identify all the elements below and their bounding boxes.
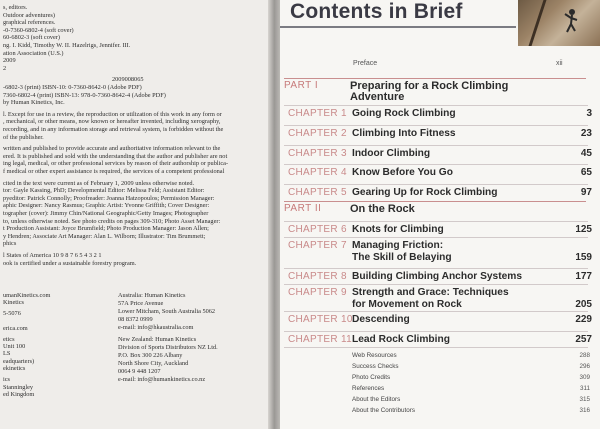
chapter-label: CHAPTER 11 [288, 334, 352, 345]
copyright-line: 60-6802-3 (soft cover) [3, 34, 61, 42]
chapter-page: 65 [580, 167, 592, 178]
address-line: 0064 9 448 1207 [118, 368, 161, 375]
chapter-page: 177 [575, 271, 592, 282]
copyright-line: 2009 [3, 57, 16, 65]
copyright-page [0, 0, 272, 429]
chapter-page: 23 [580, 128, 592, 139]
back-matter-page: 315 [579, 396, 590, 403]
chapter-label: CHAPTER 1 [288, 108, 347, 119]
copyright-line: 7360-6802-4 (print) ISBN-13: 978-0-7360-8642-4 (Adobe PDF) [3, 91, 166, 99]
rock-climbing-photo [518, 0, 600, 46]
copyright-line: of the publisher. [3, 133, 44, 141]
chapter-label: CHAPTER 8 [288, 271, 347, 282]
copyright-line: written and published to provide accurate and authoritative information relevant to the [3, 145, 221, 153]
chapter-rule [284, 347, 588, 348]
part-label: PART II [284, 203, 322, 214]
chapter-page: 257 [575, 334, 592, 345]
copyright-line: l States of America 10 9 8 7 6 5 4 3 2 1 [3, 252, 102, 259]
chapter-rule [284, 145, 588, 146]
part-rule [284, 78, 586, 79]
chapter-rule [284, 311, 588, 312]
part-label: PART I [284, 80, 319, 91]
copyright-line: l. Except for use in a review, the reproduction or utilization of this work in any form or [3, 110, 222, 118]
address-line: North Shore City, Auckland [118, 360, 189, 367]
address-line: erica.com [3, 324, 28, 332]
chapter-page: 97 [580, 187, 592, 198]
address-line: ics [3, 376, 10, 384]
copyright-line: ook is certified under a sustainable forestry program. [3, 259, 137, 267]
copyright-line: phics [3, 240, 17, 248]
chapter-title[interactable]: Lead Rock Climbing [352, 334, 450, 345]
chapter-rule [284, 105, 588, 106]
address-line: 57A Price Avenue [118, 300, 164, 307]
address-line: P.O. Box 300 226 Albany [118, 352, 183, 359]
chapter-page: 3 [586, 108, 592, 119]
chapter-title[interactable]: Know Before You Go [352, 167, 453, 178]
copyright-line: by Human Kinetics, Inc. [3, 99, 65, 107]
copyright-line: , mechanical, or other means, now known or hereafter invented, including xerography, [3, 118, 221, 126]
copyright-line: -0-7360-6802-4 (soft cover) [3, 26, 74, 34]
chapter-rule [284, 331, 588, 332]
copyright-line: aphic Designer: Nancy Rasmus; Graphic Artist: Yvonne Griffith; Cover Designer: [3, 202, 210, 210]
chapter-rule [284, 164, 588, 165]
back-matter-page: 316 [579, 407, 590, 414]
chapter-label: CHAPTER 4 [288, 167, 347, 178]
copyright-line: Outdoor adventures) [3, 11, 55, 19]
chapter-title[interactable]: Going Rock Climbing [352, 108, 456, 119]
address-line: umanKinetics.com [3, 292, 51, 299]
back-matter-title[interactable]: Photo Credits [352, 374, 391, 381]
chapter-label: CHAPTER 3 [288, 148, 347, 159]
preface-page: xii [556, 60, 563, 67]
address-line: e-mail: info@hkaustralia.com [118, 324, 194, 331]
chapter-label: CHAPTER 6 [288, 224, 347, 235]
chapter-rule [284, 184, 588, 185]
chapter-title[interactable]: Descending [352, 314, 410, 325]
chapter-rule [284, 284, 588, 285]
chapter-page: 159 [575, 252, 592, 263]
part-title[interactable]: On the Rock [350, 203, 415, 215]
copyright-line: to, unless otherwise noted. See photo credits on pages 309-310; Photo Asset Manager: [3, 217, 221, 225]
copyright-line: ing legal, medical, or other professional services by reason of their authorship or publica- [3, 160, 229, 168]
copyright-line: recording, and in any information storage and retrieval system, is forbidden without the [3, 126, 224, 133]
chapter-title-line2[interactable]: The Skill of Belaying [352, 252, 452, 263]
chapter-page: 125 [575, 224, 592, 235]
address-line: Kinetics [3, 299, 24, 307]
chapter-title-line2[interactable]: for Movement on Rock [352, 299, 462, 310]
chapter-title[interactable]: Gearing Up for Rock Climbing [352, 187, 498, 198]
address-line: New Zealand: Human Kinetics [118, 336, 197, 343]
copyright-line: graphical references. [3, 19, 56, 27]
chapter-label: CHAPTER 5 [288, 187, 347, 198]
climber-icon [562, 8, 580, 34]
chapter-label: CHAPTER 2 [288, 128, 347, 139]
back-matter-title[interactable]: Web Resources [352, 352, 397, 359]
address-line: eadquarters) [3, 357, 35, 365]
contents-page [280, 0, 600, 429]
chapter-title[interactable]: Knots for Climbing [352, 224, 444, 235]
chapter-rule [284, 237, 588, 238]
copyright-line: t Production Assistant: Joyce Brumfield; Photo Production Manager: Jason Allen; [3, 225, 209, 233]
address-line: Unit 100 [3, 343, 26, 350]
preface-label[interactable]: Preface [353, 60, 378, 67]
chapter-page: 205 [575, 299, 592, 310]
copyright-line: pyeditor: Patrick Connolly; Proofreader: Joanna Hatzopoulos; Permission Manager: [3, 194, 215, 202]
back-matter-title[interactable]: About the Contributors [352, 407, 416, 414]
address-line: Stanningley [3, 383, 34, 391]
chapter-label: CHAPTER 7 [288, 240, 347, 251]
back-matter-title[interactable]: Success Checks [352, 363, 399, 370]
rock-crack [529, 0, 547, 46]
chapter-rule [284, 268, 588, 269]
address-line: etics [3, 335, 15, 343]
chapter-rule [284, 221, 588, 222]
address-line: Lower Mitcham, South Australia 5062 [118, 308, 216, 315]
chapter-title[interactable]: Climbing Into Fitness [352, 128, 456, 139]
part-title-line2[interactable]: Adventure [350, 91, 405, 103]
chapter-title[interactable]: Strength and Grace: Techniques [352, 287, 509, 298]
chapter-page: 45 [580, 148, 592, 159]
chapter-rule [284, 125, 588, 126]
part-rule [284, 201, 586, 202]
back-matter-page: 311 [579, 385, 590, 392]
page-title: Contents in Brief [290, 0, 463, 23]
copyright-line: 2 [3, 64, 7, 72]
chapter-label: CHAPTER 10 [288, 314, 353, 325]
back-matter-title[interactable]: About the Editors [352, 396, 401, 403]
chapter-label: CHAPTER 9 [288, 287, 347, 298]
copyright-line: ation Association (U.S.) [3, 49, 64, 57]
address-line: e-mail: info@humankinetics.co.nz [118, 376, 206, 383]
back-matter-page: 288 [579, 352, 590, 359]
copyright-line: tor: Gayle Kassing, PhD; Developmental Editor: Melissa Feld; Assistant Editor: [3, 187, 205, 195]
copyright-line: f medical or other expert assistance is required, the services of a competent professional [3, 168, 225, 175]
copyright-line: tographer (cover): Jimmy Chin/National Geographic/Getty Images; Photographer [3, 210, 209, 217]
back-matter-page: 296 [579, 363, 590, 370]
address-line: ekinetics [3, 365, 26, 373]
back-matter-page: 309 [579, 374, 590, 381]
copyright-line: s, editors. [3, 4, 28, 11]
part-title[interactable]: Preparing for a Rock Climbing [350, 80, 509, 92]
address-line: LS [3, 350, 11, 358]
chapter-title[interactable]: Indoor Climbing [352, 148, 431, 159]
copyright-line: ered. It is published and sold with the understanding that the author and publisher are not [3, 152, 228, 160]
copyright-line: 2009008065 [112, 76, 144, 84]
title-rule [280, 26, 516, 28]
copyright-line: -6802-3 (print) ISBN-10: 0-7360-8642-0 (Adobe PDF) [3, 84, 142, 91]
back-matter-title[interactable]: References [352, 385, 385, 392]
address-line: ed Kingdom [3, 390, 35, 398]
copyright-line: cited in the text were current as of February 1, 2009 unless otherwise noted. [3, 179, 195, 187]
chapter-title[interactable]: Managing Friction: [352, 240, 444, 251]
address-line: Division of Sports Distributors NZ Ltd. [118, 344, 218, 351]
copyright-line: ng. I. Kidd, Timothy W. II. Hazelrigs, Jennifer. III. [3, 42, 131, 49]
address-line: Australia: Human Kinetics [118, 292, 186, 299]
chapter-title[interactable]: Building Climbing Anchor Systems [352, 271, 522, 282]
address-line: 5-5076 [3, 310, 21, 318]
chapter-page: 229 [575, 314, 592, 325]
address-line: 08 8372 0999 [118, 316, 153, 323]
copyright-line: y Hendren; Associate Art Manager: Alan L. Wilborn; Illustrator: Tim Brummett; [3, 232, 206, 240]
